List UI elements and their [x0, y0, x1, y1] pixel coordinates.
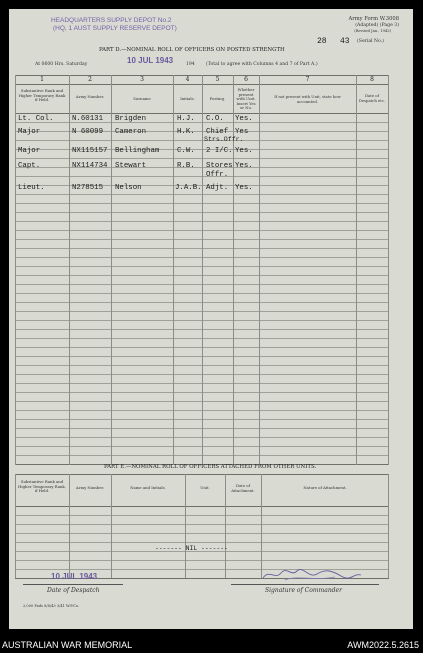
officer-posting: Chief	[206, 128, 229, 136]
officer-rank: Major	[18, 147, 41, 155]
col-header-surname: Surname	[133, 96, 151, 101]
officer-rank: Major	[18, 128, 41, 136]
attached-header-nature: Nature of Attachment.	[303, 485, 347, 490]
officer-initials: H.K.	[177, 128, 195, 136]
col-header-despatch: Date of Despatch etc.	[358, 93, 386, 103]
attached-header-date: Date of Attachment.	[231, 483, 255, 493]
attached-header-rank: Substantive Rank and Higher Temporary Rank, if Held.	[18, 479, 66, 494]
col-header-initials: Initials.	[180, 96, 195, 101]
officer-present: Yes.	[235, 115, 253, 123]
col-num-2: 2	[88, 76, 92, 83]
col-num-8: 8	[370, 76, 374, 83]
col-num-4: 4	[185, 76, 190, 83]
part-e-title: PART E.—NOMINAL ROLL OF OFFICERS ATTACHED FROM OTHER UNITS.	[104, 464, 317, 470]
attached-header-name: Name and Initials.	[130, 485, 166, 490]
serial-label: (Serial No.)	[357, 39, 384, 44]
archive-institution: AUSTRALIAN WAR MEMORIAL	[2, 640, 133, 650]
officer-number: N.60131	[72, 115, 104, 123]
printer-note: 2,000 Pads 8/8/43 3/41 W.P.Co.	[23, 604, 80, 608]
time-prefix: At 0600 Hrs. Saturday	[35, 62, 88, 67]
form-sheet	[9, 9, 413, 629]
officer-posting: Adjt.	[206, 184, 229, 192]
officer-surname: Cameron	[115, 128, 147, 136]
officer-number: N278515	[72, 184, 104, 192]
officer-surname: Bellingham	[115, 147, 160, 155]
col-header-rank: Substantive Rank and Higher Temporary Rank if Held.	[18, 88, 66, 103]
officer-initials: H.J.	[177, 115, 195, 123]
officer-initials: C.W.	[177, 147, 195, 155]
col-header-accounted: If not present with Unit, state how accounted.	[274, 94, 341, 104]
commander-label: Signature of Commander	[265, 587, 342, 594]
despatch-label: Date of Despatch	[47, 587, 100, 594]
form-id-line3: (Revised Jan., 1943)	[354, 29, 391, 33]
officer-number: N 60099	[72, 128, 104, 136]
officer-posting-line2: Strs.Offr.	[204, 136, 244, 143]
commander-signature	[255, 565, 365, 583]
officer-present: Yes.	[235, 184, 253, 192]
officer-initials: J.A.B.	[175, 184, 202, 192]
attached-header-army-number: Army Number.	[75, 485, 105, 490]
officers-posted-table	[15, 75, 389, 465]
attached-header-unit: Unit.	[200, 485, 210, 490]
form-id-line2: (Adapted) (Page 3)	[355, 23, 399, 28]
officer-rank: Capt.	[18, 162, 41, 170]
serial-year: 43	[340, 37, 350, 46]
officer-surname: Stewart	[115, 162, 147, 170]
col-header-posting: Posting.	[209, 96, 226, 101]
officer-number: NX115157	[72, 147, 108, 155]
officer-posting-line2: Offr.	[206, 171, 229, 179]
roll-date-stamp: 10 JUL 1943	[127, 56, 174, 65]
officer-present: Yes.	[235, 162, 253, 170]
form-id-line1: Army Form W.3008	[348, 16, 399, 22]
officer-present: Yes	[235, 128, 249, 136]
officer-posting: Stores	[206, 162, 233, 170]
officer-surname: Nelson	[115, 184, 142, 192]
total-note: (Total to agree with Columns 4 and 7 of Part A.)	[206, 62, 318, 67]
archive-reference: AWM2022.5.2615	[347, 640, 419, 650]
serial-number: 28	[317, 37, 327, 46]
officer-posting: C.O.	[206, 115, 224, 123]
signature-line	[231, 584, 379, 585]
officer-rank: Lt. Col.	[18, 115, 54, 123]
officer-rank: Lieut.	[18, 184, 45, 192]
col-num-1: 1	[40, 76, 44, 83]
year-suffix: 194	[186, 62, 195, 67]
despatch-line	[23, 584, 123, 585]
officer-posting: 2 I/C.	[206, 147, 233, 155]
officer-surname: Brigden	[115, 115, 147, 123]
unit-stamp-line1: HEADQUARTERS SUPPLY DEPOT No.2	[51, 17, 172, 24]
officer-present: Yes.	[235, 147, 253, 155]
part-d-title: PART D.—NOMINAL ROLL OF OFFICERS ON POSTED STRENGTH	[99, 47, 285, 53]
officer-initials: R.B.	[177, 162, 195, 170]
col-num-7: 7	[305, 76, 310, 83]
col-header-army-number: Army Number.	[75, 94, 105, 99]
col-num-3: 3	[140, 76, 144, 83]
unit-stamp-line2: (HQ, 1 AUST SUPPLY RESERVE DEPOT)	[53, 25, 177, 32]
officer-number: NX114734	[72, 162, 108, 170]
despatch-date-stamp: 10 JUL 1943	[51, 572, 98, 581]
nil-entry: ------- NIL -------	[155, 545, 228, 552]
col-num-6: 6	[244, 76, 248, 83]
col-num-5: 5	[215, 76, 220, 83]
archive-footer	[0, 629, 423, 653]
col-header-present: Whether present with Unit. Insert Yes or No.	[236, 87, 256, 111]
